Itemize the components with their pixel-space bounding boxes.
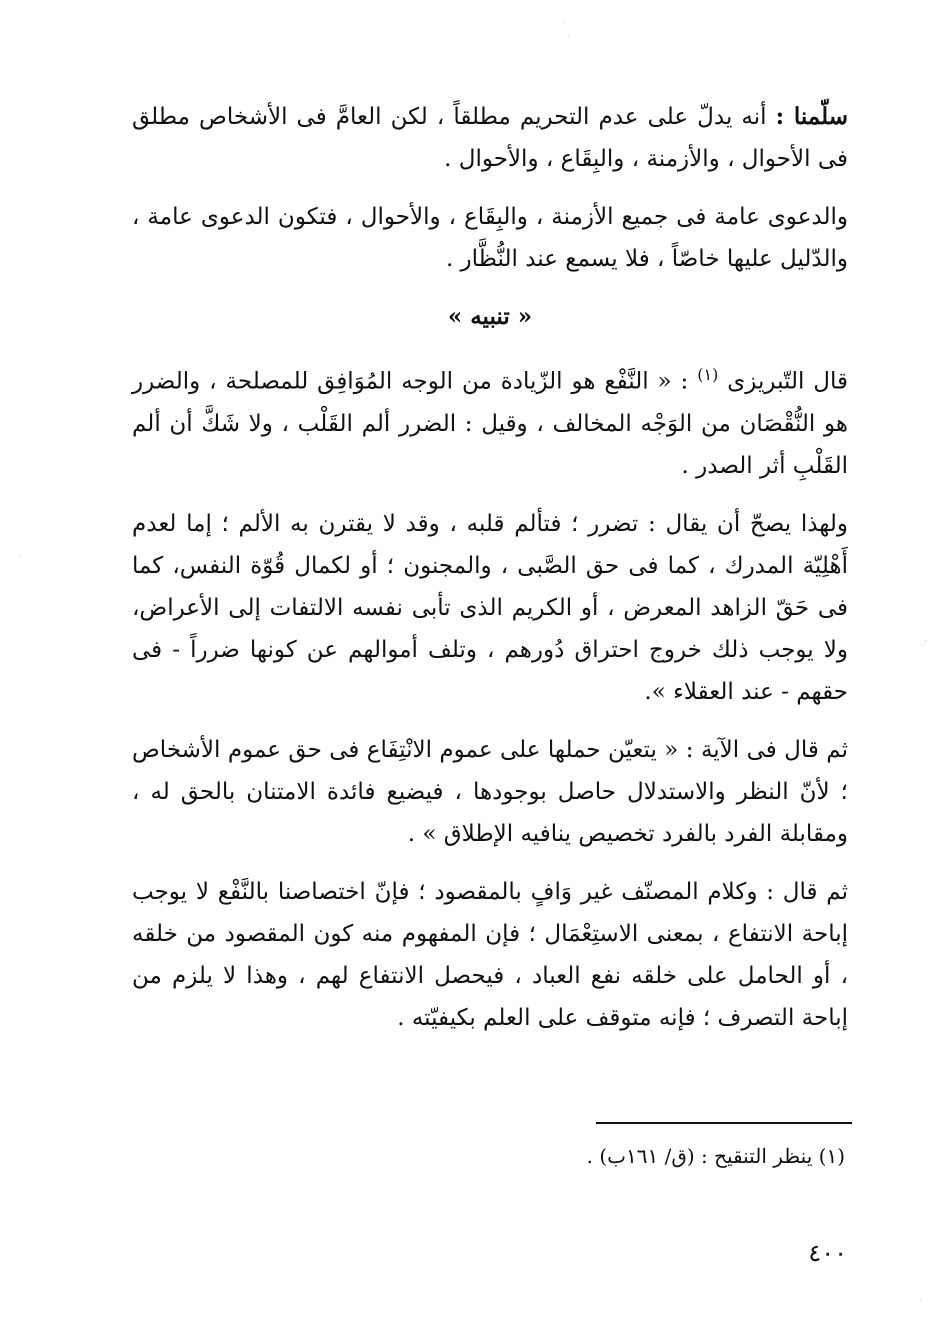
paragraph-5: ثم قال فى الآية : « يتعيّن حملها على عموم الانْتِفَاع فى حق عموم الأشخاص ؛ لأنّ النظر والاستدلال حاصل بوجودها ، فيضيع فائدة الامتنان بالحق له ، ومقابلة الفرد بالفرد تخصيص ينافيه الإطلاق » . (132, 736, 848, 847)
footnote-reference: (١) (697, 365, 719, 384)
paragraph-3 (132, 354, 848, 487)
paragraph-4: ولهذا يصحّ أن يقال : تضرر ؛ فتألم قلبه ، وقد لا يقترن به الألم ؛ إما لعدم أَهْلِيّة المدرك ، كما فى حق الصَّبى ، والمجنون ؛ أو لكمال قُوّة النفس، كما فى حَقّ الزاهد المعرض ، أو الكريم الذى تأبى نفسه الالتفات إلى الأعراض، ولا يوجب ذلك خروج احتراق دُورهم ، وتلف أموالهم عن كونها ضرراً - فى حقهم - عند العقلاء ». (132, 510, 848, 705)
scan-speck (19, 555, 20, 556)
paragraph-text-before: قال التّبريزى (727, 368, 848, 395)
paragraph-1 (132, 96, 848, 180)
paragraph-lead: سلّمنا : (775, 103, 848, 130)
paragraph-6: ثم قال : وكلام المصنّف غير وَافٍ بالمقصود ؛ فإنّ اختصاصنا بالنَّفْع لا يوجب إباحة الانتفاع ، بمعنى الاستِعْمَال ؛ فإن المفهوم منه كون المقصود من خلقه ، أو الحامل على خلقه نفع العباد ، فيحصل الانتفاع لهم ، وهذا لا يلزم من إباحة التصرف ؛ فإنه متوقف على العلم بكيفيّته . (132, 878, 848, 1031)
footnote: (١) ينظر التنقيح : (ق/ ١٦١ب) . (586, 1144, 845, 1168)
scan-speck (568, 36, 569, 37)
section-heading: « تنبيه » (447, 303, 533, 330)
footnote-divider (596, 1122, 852, 1124)
paragraph-2: والدعوى عامة فى جميع الأزمنة ، والبِقَاع ، والأحوال ، فتكون الدعوى عامة ، والدّليل عليها خاصّاً ، فلا يسمع عند النُّظَّار . (132, 204, 848, 272)
scan-speck (563, 22, 564, 23)
paragraph-text: أنه يدلّ على عدم التحريم مطلقاً ، لكن العامَّ فى الأشخاص مطلق فى الأحوال ، والأزمنة ، والبِقَاع ، والأحوال . (132, 104, 848, 172)
body-text (132, 96, 848, 1055)
paragraph-text-after: : « النَّفْع هو الزّيادة من الوجه المُوَافِق للمصلحة ، والضرر هو النُّقْصَان من الوَجْه المخالف ، وقيل : الضرر ألم القَلْب ، ولا شَكَّ أن ألم القَلْبِ أثر الصدر . (132, 368, 848, 479)
scan-speck (925, 640, 926, 641)
scan-speck (920, 1300, 921, 1301)
page-number: ٤٠٠ (808, 1239, 847, 1267)
